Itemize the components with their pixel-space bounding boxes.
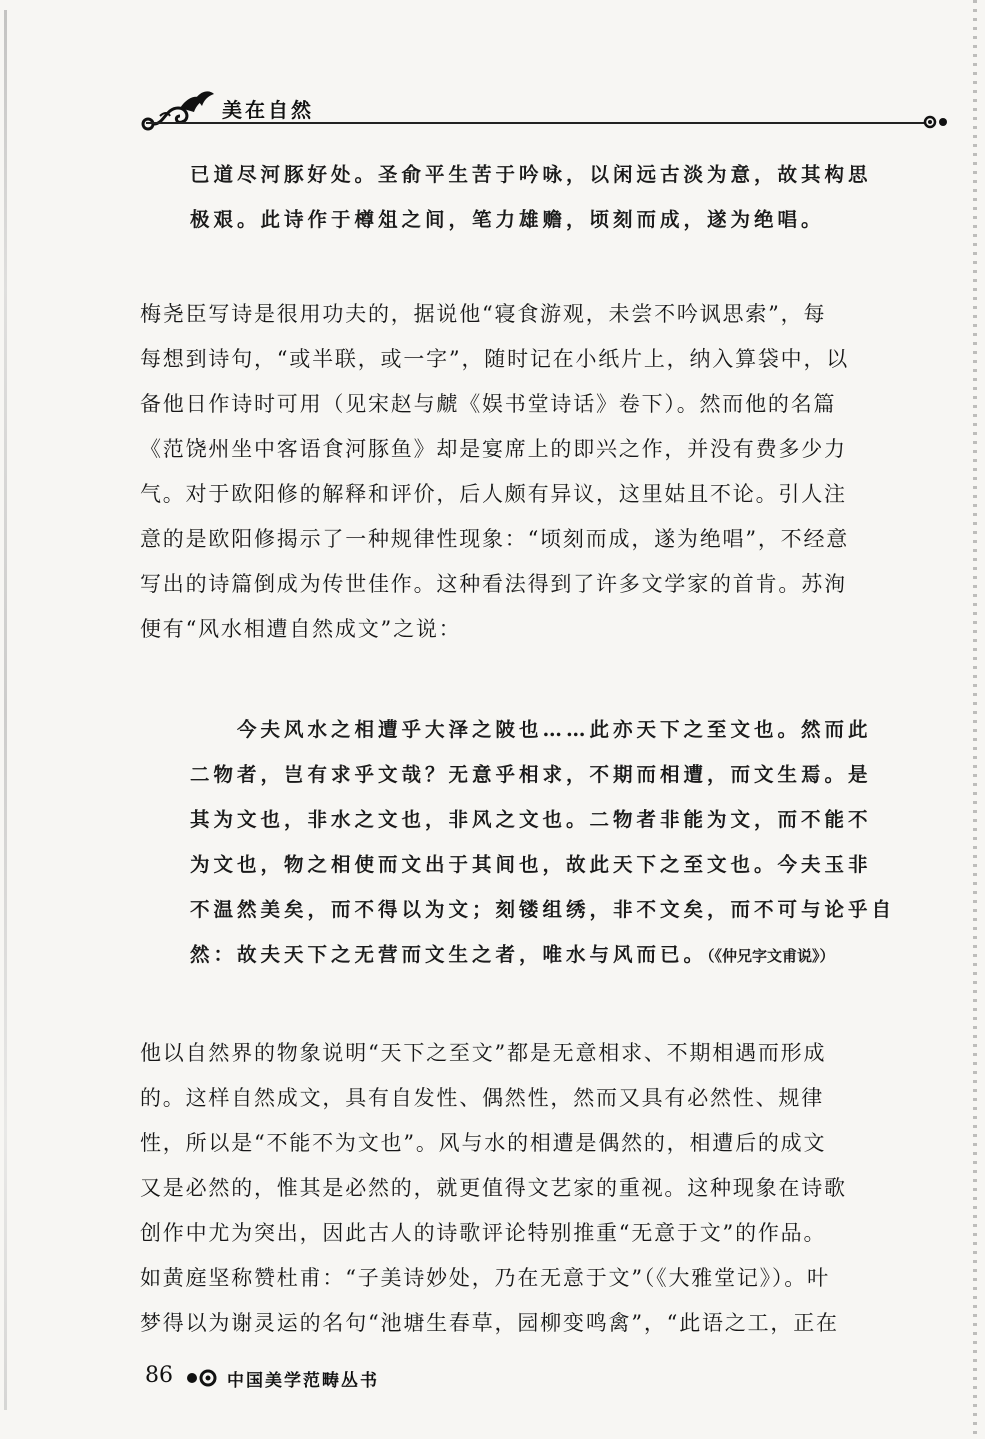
body-paragraph-2 [140,1031,920,1346]
quote-line: 二物者，岂有求乎文哉？无意乎相求，不期而相遭，而文生焉。是 [190,763,872,786]
quote-line: 其为文也，非水之文也，非风之文也。二物者非能为文，而不能不 [190,808,872,831]
dot-circle-ornament-icon [183,1367,219,1389]
series-title: 中国美学范畴丛书 [227,1371,379,1391]
page-number: 86 [145,1363,173,1388]
body-paragraph-1 [140,292,920,652]
paragraph-line: 他以自然界的物象说明“天下之至文”都是无意相求、不期相遇而形成 [140,1041,827,1065]
quote-line: 为文也，物之相使而文出于其间也，故此天下之至文也。今夫玉非 [190,853,872,876]
quote-line-text: 然：故夫天下之无营而文生之者，唯水与风而已。 [190,943,708,966]
quote-line: 今夫风水之相遭乎大泽之陂也……此亦天下之至文也。然而此 [190,718,872,741]
paragraph-line: 梦得以为谢灵运的名句“池塘生春草，园柳变鸣禽”，“此语之工，正在 [140,1311,839,1335]
quote-line-last [190,932,925,977]
page-footer [145,1363,545,1393]
paragraph-line: 性，所以是“不能不为文也”。风与水的相遭是偶然的，相遭后的成文 [140,1131,827,1155]
block-quote-2 [190,707,925,977]
paragraph-line: 如黄庭坚称赞杜甫：“子美诗妙处，乃在无意于文”（《大雅堂记》）。叶 [140,1266,830,1290]
paragraph-line: 气。对于欧阳修的解释和评价，后人颇有异议，这里姑且不论。引人注 [140,482,847,506]
paragraph-line: 又是必然的，惟其是必然的，就更值得文艺家的重视。这种现象在诗歌 [140,1176,847,1200]
paragraph-line: 梅尧臣写诗是很用功夫的，据说他“寝食游观，未尝不吟讽思索”，每 [140,302,827,326]
scroll-vine-ornament-icon [140,86,220,134]
paragraph-line: 每想到诗句，“或半联，或一字”，随时记在小纸片上，纳入算袋中，以 [140,347,850,371]
quote-citation: （《仲兄字文甫说》） [707,947,835,965]
quote-line: 已道尽河豚好处。圣俞平生苦于吟咏，以闲远古淡为意，故其构思 [190,163,872,186]
paragraph-line: 便有“风水相遭自然成文”之说： [140,617,462,641]
quote-line: 不温然美矣，而不得以为文；刻镂组绣，非不文矣，而不可与论乎自 [190,898,896,921]
chapter-title: 美在自然 [222,98,314,122]
scan-edge-left [4,10,7,1410]
paragraph-line: 写出的诗篇倒成为传世佳作。这种看法得到了许多文学家的首肯。苏洵 [140,572,847,596]
quote-line: 极艰。此诗作于樽俎之间，笔力雄赡，顷刻而成，遂为绝唱。 [190,208,825,231]
paragraph-line: 的。这样自然成文，具有自发性、偶然性，然而又具有必然性、规律 [140,1086,824,1110]
header-rule [146,122,926,124]
running-header [140,78,940,138]
dot-circle-ornament-icon [922,114,950,130]
paragraph-line: 创作中尤为突出，因此古人的诗歌评论特别推重“无意于文”的作品。 [140,1221,827,1245]
scan-edge-right [973,0,977,1439]
block-quote-1 [190,152,925,242]
paragraph-line: 备他日作诗时可用（见宋赵与虤《娱书堂诗话》卷下）。然而他的名篇 [140,392,837,416]
paragraph-line: 《范饶州坐中客语食河豚鱼》却是宴席上的即兴之作，并没有费多少力 [140,437,847,461]
paragraph-line: 意的是欧阳修揭示了一种规律性现象：“顷刻而成，遂为绝唱”，不经意 [140,527,850,551]
